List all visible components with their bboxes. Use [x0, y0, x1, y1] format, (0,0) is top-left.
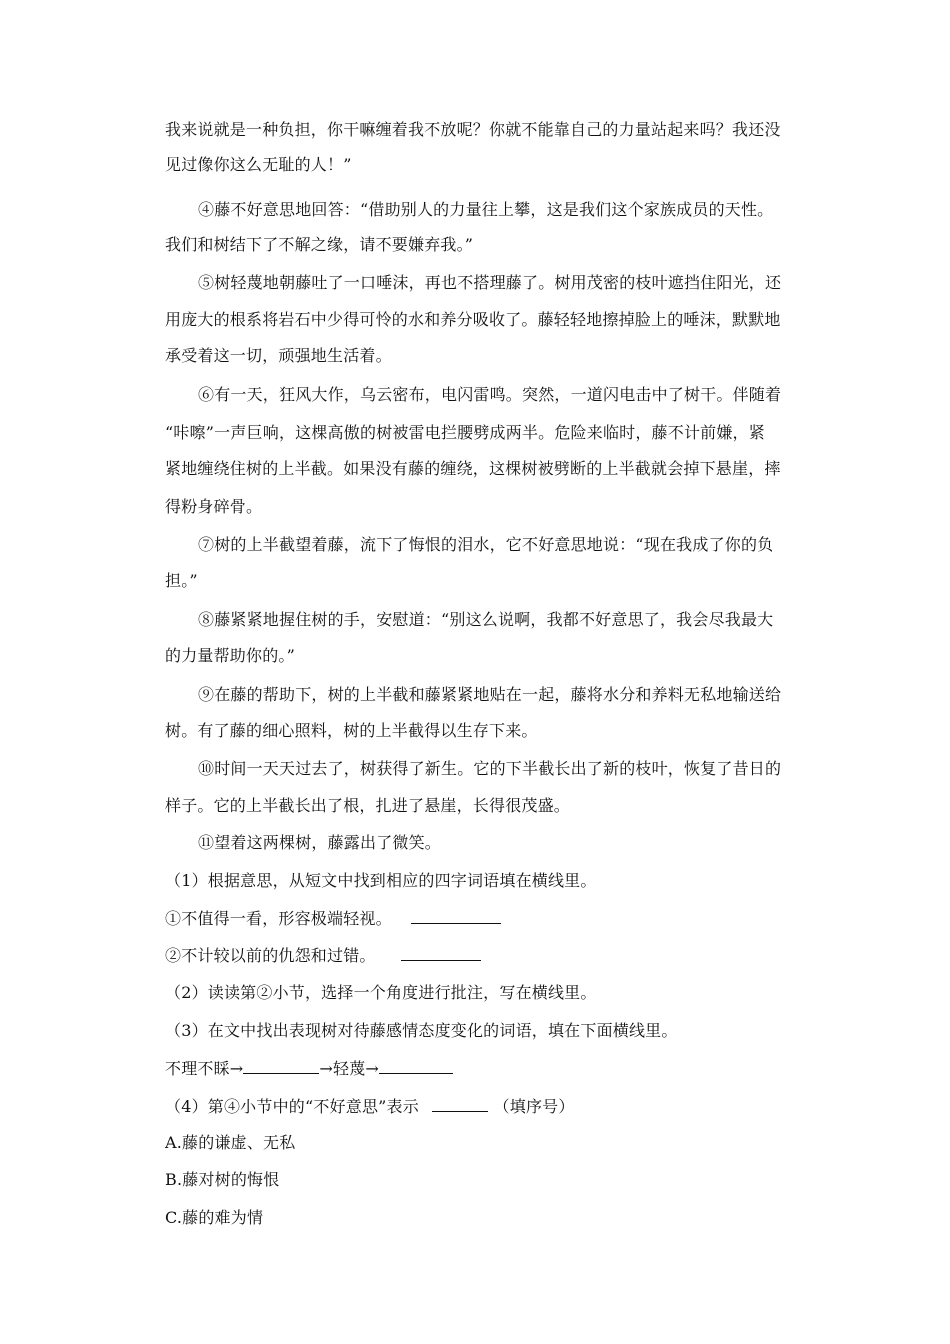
passage-p3-line-2: 见过像你这么无耻的人！”: [165, 155, 352, 174]
passage-p6-line-3: 紧地缠绕住树的上半截。如果没有藤的缠绕，这棵树被劈断的上半截就会掉下悬崖，摔: [165, 459, 781, 478]
passage-p11-line: ⑪望着这两棵树，藤露出了微笑。: [198, 833, 442, 852]
answer-blank-3b[interactable]: [379, 1058, 453, 1074]
answer-blank-4[interactable]: [432, 1096, 488, 1112]
passage-p8-line-1: ⑧藤紧紧地握住树的手，安慰道：“别这么说啊，我都不好意思了，我会尽我最大: [198, 610, 774, 629]
passage-p7-line-2: 担。”: [165, 571, 198, 590]
answer-blank-3a[interactable]: [243, 1058, 319, 1074]
question-3-chain: [165, 1058, 453, 1079]
passage-p4-line-2: 我们和树结下了不解之缘，请不要嫌弃我。”: [165, 235, 474, 254]
passage-p5-line-3: 承受着这一切，顽强地生活着。: [165, 346, 392, 365]
question-1-item-a: [165, 908, 501, 929]
question-4-prefix: （4）第④小节中的“不好意思”表示: [165, 1097, 419, 1116]
passage-p4-line-1: ④藤不好意思地回答：“借助别人的力量往上攀，这是我们这个家族成员的天性。: [198, 200, 774, 219]
question-3: （3）在文中找出表现树对待藤感情态度变化的词语，填在下面横线里。: [165, 1021, 678, 1040]
question-3-start: 不理不睬→: [165, 1059, 244, 1078]
passage-p8-line-2: 的力量帮助你的。”: [165, 646, 295, 665]
passage-p6-line-2: “咔嚓”一声巨响，这棵高傲的树被雷电拦腰劈成两半。危险来临时，藤不计前嫌，紧: [165, 423, 765, 442]
question-1-item-b: [165, 945, 481, 966]
passage-p9-line-1: ⑨在藤的帮助下，树的上半截和藤紧紧地贴在一起，藤将水分和养料无私地输送给: [198, 685, 782, 704]
passage-p6-line-1: ⑥有一天，狂风大作，乌云密布，电闪雷鸣。突然，一道闪电击中了树干。伴随着: [198, 385, 782, 404]
option-c: C.藤的难为情: [165, 1208, 264, 1227]
passage-p10-line-2: 样子。它的上半截长出了根，扎进了悬崖，长得很茂盛。: [165, 796, 571, 815]
question-1-item-a-text: ①不值得一看，形容极端轻视。: [165, 909, 392, 928]
question-2: （2）读读第②小节，选择一个角度进行批注，写在横线里。: [165, 983, 597, 1002]
question-1: （1）根据意思，从短文中找到相应的四字词语填在横线里。: [165, 871, 597, 890]
answer-blank-1a[interactable]: [411, 908, 501, 924]
passage-p10-line-1: ⑩时间一天天过去了，树获得了新生。它的下半截长出了新的枝叶，恢复了昔日的: [198, 759, 782, 778]
passage-p7-line-1: ⑦树的上半截望着藤，流下了悔恨的泪水，它不好意思地说：“现在我成了你的负: [198, 535, 774, 554]
option-b: B.藤对树的悔恨: [165, 1170, 280, 1189]
passage-p5-line-2: 用庞大的根系将岩石中少得可怜的水和养分吸收了。藤轻轻地擦掉脸上的唾沫，默默地: [165, 310, 781, 329]
passage-p5-line-1: ⑤树轻蔑地朝藤吐了一口唾沫，再也不搭理藤了。树用茂密的枝叶遮挡住阳光，还: [198, 273, 782, 292]
question-1-item-b-text: ②不计较以前的仇怨和过错。: [165, 946, 376, 965]
option-a: A.藤的谦虚、无私: [165, 1133, 296, 1152]
passage-p9-line-2: 树。有了藤的细心照料，树的上半截得以生存下来。: [165, 721, 538, 740]
passage-p6-line-4: 得粉身碎骨。: [165, 497, 263, 516]
answer-blank-1b[interactable]: [401, 945, 481, 961]
passage-p3-line-1: 我来说就是一种负担，你干嘛缠着我不放呢？你就不能靠自己的力量站起来吗？我还没: [165, 120, 781, 139]
question-4: [165, 1096, 575, 1117]
question-3-middle: →轻蔑→: [319, 1059, 380, 1078]
question-4-suffix: （填序号）: [493, 1097, 575, 1116]
